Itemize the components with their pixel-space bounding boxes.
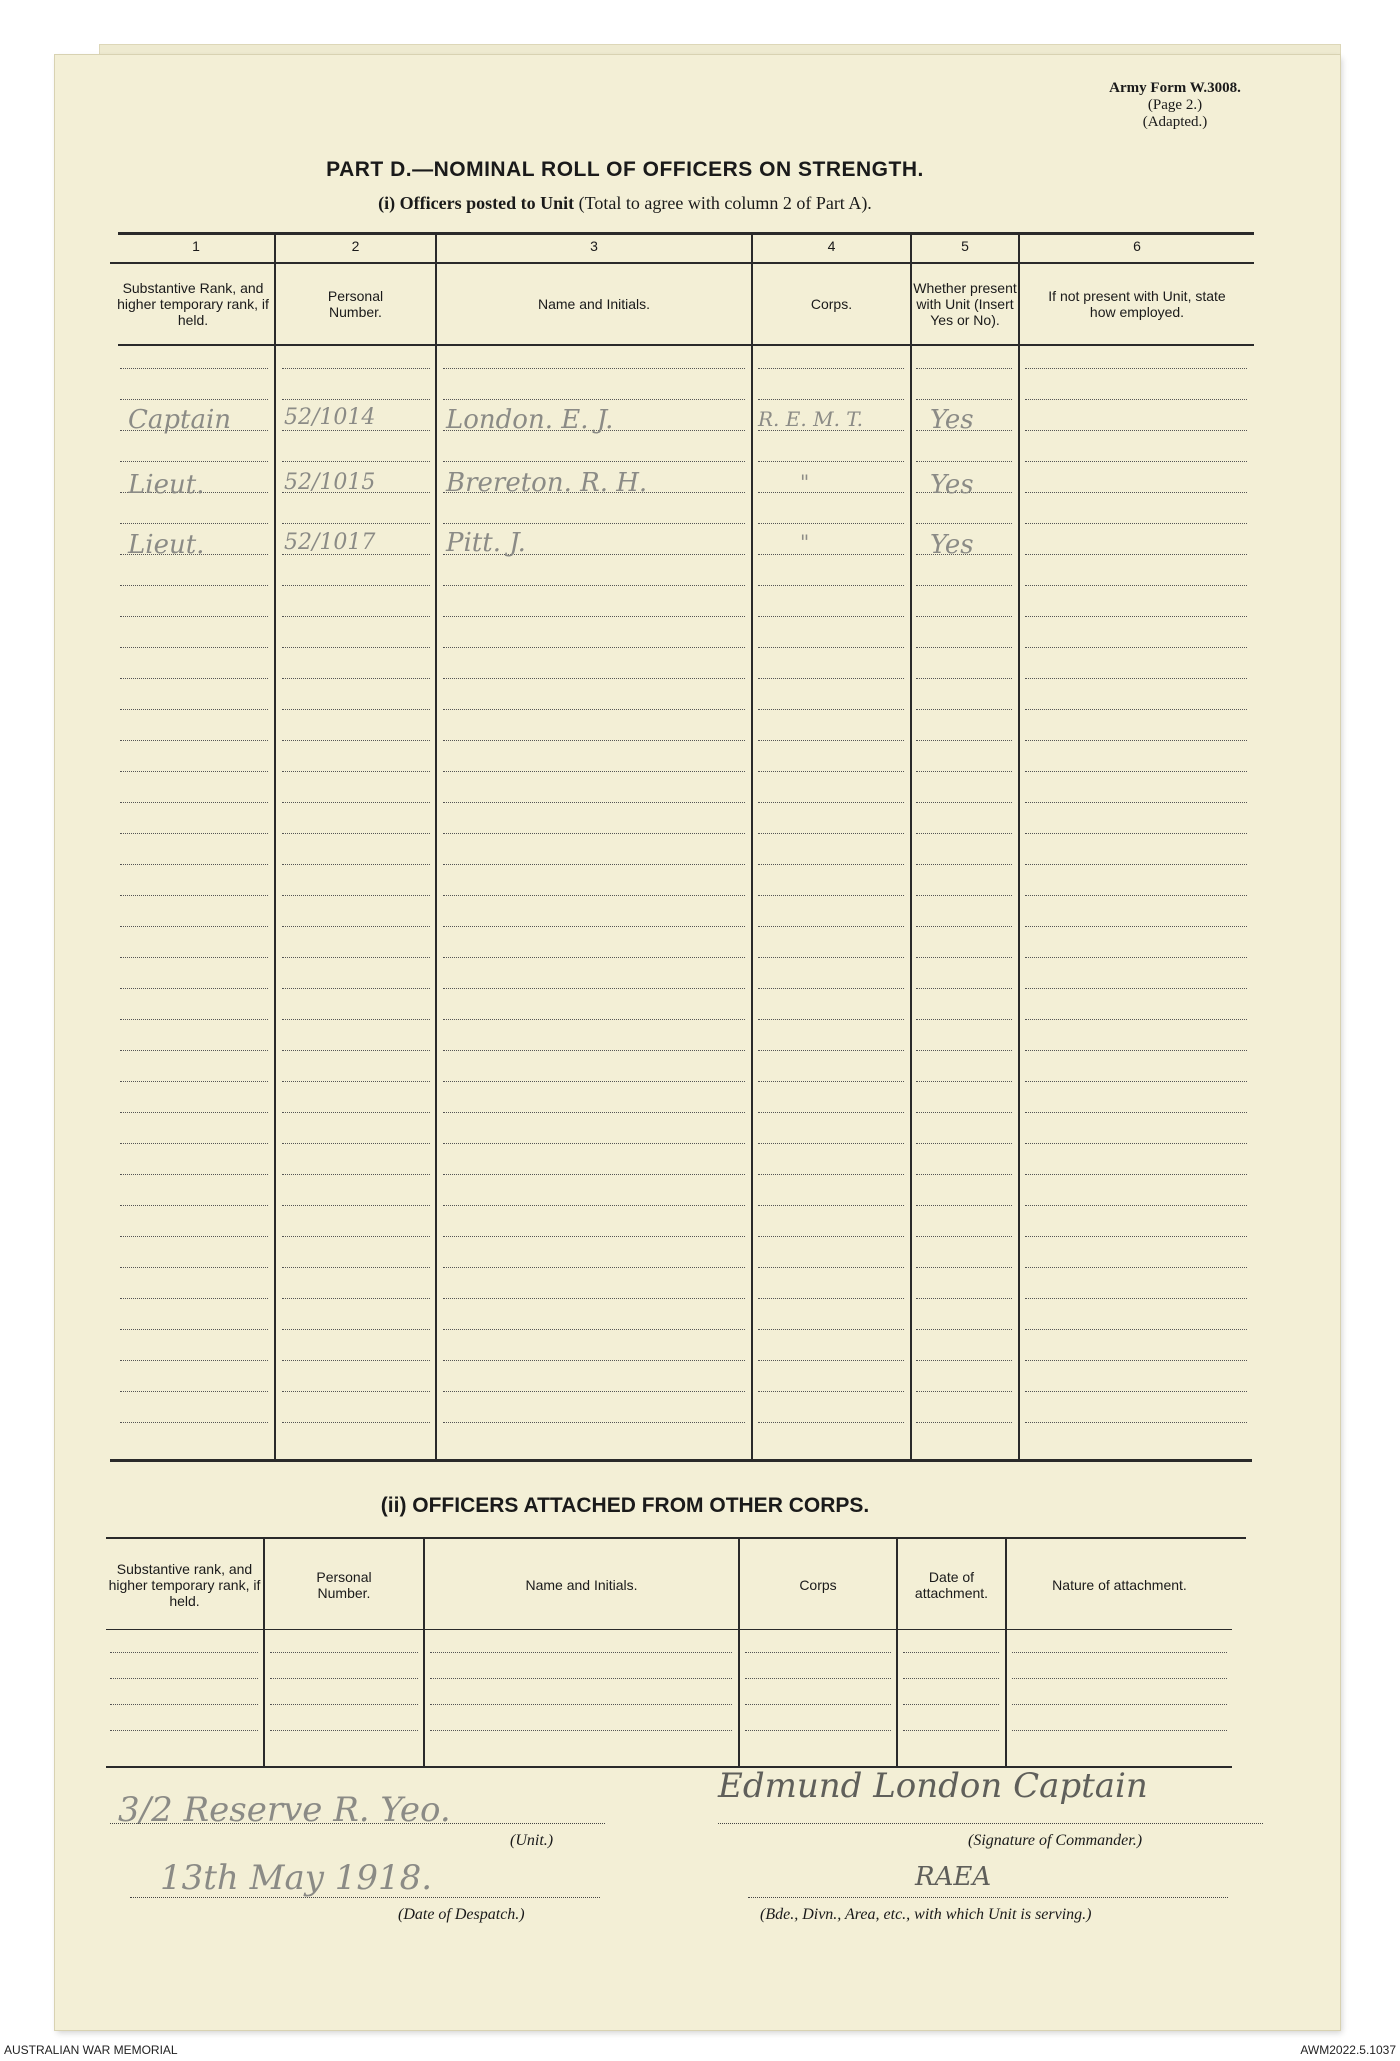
ruled-line (282, 1298, 430, 1299)
entry-corps: " (800, 470, 810, 494)
entry-rank: Lieut. (128, 530, 205, 560)
unit-line (110, 1823, 605, 1824)
ruled-line (282, 1050, 430, 1051)
header-present: Whether present with Unit (Insert Yes or No). (913, 280, 1017, 328)
formation-line (748, 1897, 1228, 1898)
ruled-line (270, 1730, 418, 1731)
ruled-line (1025, 895, 1247, 896)
ruled-line (1025, 957, 1247, 958)
ruled-line (443, 895, 745, 896)
ruled-line (120, 709, 268, 710)
ruled-line (282, 802, 430, 803)
part-ii-title: (ii) OFFICERS ATTACHED FROM OTHER CORPS. (380, 1494, 870, 1517)
ruled-line (282, 1360, 430, 1361)
ruled-line (443, 1081, 745, 1082)
ruled-line (758, 1143, 904, 1144)
ruled-line (916, 616, 1012, 617)
ruled-line (110, 1652, 258, 1653)
ruled-line (758, 864, 904, 865)
column-divider (1018, 232, 1020, 1460)
ruled-line (282, 1236, 430, 1237)
ruled-line (282, 926, 430, 927)
entry-present: Yes (930, 470, 974, 500)
form-number: Army Form W.3008. (1109, 80, 1241, 96)
ruled-line (916, 864, 1012, 865)
column-number: 4 (827, 238, 836, 254)
ruled-line (282, 864, 430, 865)
ruled-line (443, 1050, 745, 1051)
ruled-line (916, 523, 1012, 524)
header-corps: Corps (799, 1577, 837, 1593)
ruled-line (1025, 585, 1247, 586)
ruled-line (282, 585, 430, 586)
ruled-line (430, 1652, 732, 1653)
ruled-line (282, 709, 430, 710)
ruled-line (443, 523, 745, 524)
ruled-line (443, 647, 745, 648)
unit-value: 3/2 Reserve R. Yeo. (118, 1790, 451, 1830)
ruled-line (120, 1267, 268, 1268)
ruled-line (758, 957, 904, 958)
ruled-line (443, 926, 745, 927)
form-adapted-note: (Adapted.) (1142, 114, 1208, 130)
formation-value: RAEA (915, 1862, 992, 1892)
ruled-line (443, 864, 745, 865)
ruled-line (282, 740, 430, 741)
ruled-line (1025, 461, 1247, 462)
entry-number: 52/1015 (284, 470, 376, 495)
ruled-line (120, 802, 268, 803)
ruled-line (120, 988, 268, 989)
ruled-line (1025, 399, 1247, 400)
entry-name: London. E. J. (446, 405, 614, 435)
ruled-line (916, 740, 1012, 741)
ruled-line (282, 1143, 430, 1144)
ruled-line (120, 926, 268, 927)
ruled-line (1025, 771, 1247, 772)
entry-number: 52/1014 (284, 405, 376, 430)
ruled-line (916, 988, 1012, 989)
ruled-line (1025, 647, 1247, 648)
ruled-line (120, 1019, 268, 1020)
ruled-line (758, 585, 904, 586)
ruled-line (916, 1112, 1012, 1113)
archive-institution: AUSTRALIAN WAR MEMORIAL (4, 2043, 178, 2057)
ruled-line (282, 1081, 430, 1082)
ruled-line (758, 988, 904, 989)
entry-present: Yes (930, 530, 974, 560)
ruled-line (758, 616, 904, 617)
ruled-line (916, 1329, 1012, 1330)
ruled-line (758, 523, 904, 524)
ruled-line (1025, 1019, 1247, 1020)
ruled-line (1025, 678, 1247, 679)
ruled-line (758, 709, 904, 710)
ruled-line (282, 1329, 430, 1330)
ruled-line (282, 616, 430, 617)
ruled-line (758, 1112, 904, 1113)
ruled-line (758, 399, 904, 400)
ruled-line (916, 1391, 1012, 1392)
ruled-line (443, 1329, 745, 1330)
ruled-line (758, 1360, 904, 1361)
ruled-line (745, 1678, 891, 1679)
ruled-line (120, 1174, 268, 1175)
ruled-line (1025, 802, 1247, 803)
ruled-line (916, 771, 1012, 772)
ruled-line (443, 709, 745, 710)
ruled-line (1025, 430, 1247, 431)
ruled-line (758, 1174, 904, 1175)
ruled-line (916, 1174, 1012, 1175)
ruled-line (120, 399, 268, 400)
ruled-line (443, 740, 745, 741)
ruled-line (282, 523, 430, 524)
column-number: 6 (1133, 238, 1141, 254)
entry-rank: Lieut. (128, 470, 205, 500)
ruled-line (120, 833, 268, 834)
ruled-line (120, 1081, 268, 1082)
ruled-line (758, 678, 904, 679)
ruled-line (120, 1391, 268, 1392)
ruled-line (443, 771, 745, 772)
ruled-line (443, 585, 745, 586)
entry-name: Pitt. J. (446, 528, 526, 558)
ruled-line (1025, 523, 1247, 524)
entry-number: 52/1017 (284, 530, 376, 555)
ruled-line (120, 1143, 268, 1144)
ruled-line (443, 1360, 745, 1361)
ruled-line (758, 1081, 904, 1082)
ruled-line (916, 1298, 1012, 1299)
ruled-line (443, 1205, 745, 1206)
ruled-line (916, 1422, 1012, 1423)
ruled-line (1025, 1329, 1247, 1330)
ruled-line (443, 1236, 745, 1237)
ruled-line (758, 1329, 904, 1330)
ruled-line (120, 1360, 268, 1361)
part-d-subtitle-bold: (i) Officers posted to Unit (378, 193, 575, 213)
column-number: 2 (351, 238, 360, 254)
ruled-line (758, 1205, 904, 1206)
ruled-line (916, 399, 1012, 400)
ruled-line (916, 1267, 1012, 1268)
entry-present: Yes (930, 405, 974, 435)
ruled-line (758, 1391, 904, 1392)
ruled-line (745, 1652, 891, 1653)
ruled-line (443, 957, 745, 958)
ruled-line (903, 1704, 999, 1705)
ruled-line (1025, 1360, 1247, 1361)
ruled-line (443, 988, 745, 989)
ruled-line (758, 1298, 904, 1299)
ruled-line (282, 1267, 430, 1268)
form-page-number: (Page 2.) (1147, 97, 1203, 113)
ruled-line (443, 833, 745, 834)
ruled-line (1025, 740, 1247, 741)
header-nature-attachment: Nature of attachment. (1052, 1577, 1187, 1593)
ruled-line (758, 554, 904, 555)
entry-corps: R. E. M. T. (758, 407, 864, 431)
ruled-line (270, 1652, 418, 1653)
ruled-line (282, 771, 430, 772)
ruled-line (1025, 368, 1247, 369)
header-bottom-rule (118, 344, 1254, 346)
ruled-line (430, 1704, 732, 1705)
ruled-line (758, 771, 904, 772)
ruled-line (282, 368, 430, 369)
entry-corps: " (800, 530, 810, 554)
ruled-line (1025, 1174, 1247, 1175)
ruled-line (758, 461, 904, 462)
ruled-line (1025, 492, 1247, 493)
ruled-line (443, 1422, 745, 1423)
ruled-line (1025, 1422, 1247, 1423)
ruled-line (282, 430, 430, 431)
ruled-line (758, 1267, 904, 1268)
ruled-line (443, 802, 745, 803)
ruled-line (270, 1704, 418, 1705)
ruled-line (430, 1678, 732, 1679)
ruled-line (1012, 1678, 1227, 1679)
header-employment: If not present with Unit, state how employed. (1048, 288, 1226, 320)
header-corps: Corps. (810, 296, 853, 312)
ruled-line (110, 1704, 258, 1705)
ruled-line (758, 492, 904, 493)
ruled-line (758, 1422, 904, 1423)
ruled-line (120, 740, 268, 741)
column-number: 3 (590, 238, 598, 254)
ruled-line (745, 1704, 891, 1705)
ruled-line (1025, 554, 1247, 555)
part-d-subtitle-rest: (Total to agree with column 2 of Part A). (574, 193, 872, 213)
signature-line (718, 1823, 1263, 1824)
ruled-line (758, 833, 904, 834)
ruled-line (903, 1652, 999, 1653)
ruled-line (282, 833, 430, 834)
ruled-line (443, 399, 745, 400)
ruled-line (916, 1205, 1012, 1206)
ruled-line (916, 802, 1012, 803)
ruled-line (282, 1422, 430, 1423)
signature-label: (Signature of Commander.) (968, 1832, 1143, 1849)
ruled-line (120, 957, 268, 958)
ruled-line (916, 1236, 1012, 1237)
ruled-line (758, 802, 904, 803)
ruled-line (916, 957, 1012, 958)
ruled-line (758, 1050, 904, 1051)
ruled-line (282, 461, 430, 462)
ruled-line (443, 1112, 745, 1113)
ruled-line (916, 1143, 1012, 1144)
ruled-line (120, 616, 268, 617)
ruled-line (1025, 833, 1247, 834)
ruled-line (916, 1050, 1012, 1051)
ruled-line (120, 895, 268, 896)
formation-label: (Bde., Divn., Area, etc., with which Unit is serving.) (760, 1906, 1092, 1923)
ruled-line (903, 1730, 999, 1731)
ruled-line (916, 833, 1012, 834)
ruled-line (120, 1050, 268, 1051)
ruled-line (110, 1678, 258, 1679)
ruled-line (443, 461, 745, 462)
header-name-initials: Name and Initials. (537, 296, 651, 312)
form-number-block (1070, 80, 1280, 131)
column-divider (435, 232, 437, 1460)
header-name-initials: Name and Initials. (525, 1577, 638, 1593)
ruled-line (443, 1174, 745, 1175)
archive-accession: AWM2022.5.1037 (1300, 2043, 1396, 2057)
ruled-line (282, 399, 430, 400)
column-divider (751, 232, 753, 1460)
ruled-line (916, 461, 1012, 462)
ruled-line (120, 1112, 268, 1113)
ruled-line (1025, 1112, 1247, 1113)
ruled-line (443, 1298, 745, 1299)
ruled-line (443, 1143, 745, 1144)
part-d-title: PART D.—NOMINAL ROLL OF OFFICERS ON STRENGTH. (326, 158, 924, 181)
form-page (55, 55, 1340, 2030)
ruled-line (282, 1174, 430, 1175)
ruled-line (282, 1205, 430, 1206)
ruled-line (282, 1019, 430, 1020)
ruled-line (916, 678, 1012, 679)
ruled-line (758, 647, 904, 648)
ruled-line (1012, 1704, 1227, 1705)
column-number: 1 (192, 238, 200, 254)
ruled-line (758, 926, 904, 927)
header-rank: Substantive Rank, and higher temporary rank, if held. (117, 280, 269, 328)
ruled-line (1025, 616, 1247, 617)
entry-rank: Captain (128, 405, 232, 435)
ruled-line (120, 1329, 268, 1330)
ruled-line (1025, 864, 1247, 865)
ruled-line (120, 647, 268, 648)
part-d-subtitle (120, 193, 1130, 214)
ruled-line (758, 895, 904, 896)
ruled-line (282, 988, 430, 989)
ruled-line (282, 647, 430, 648)
ruled-line (120, 523, 268, 524)
ruled-line (1025, 709, 1247, 710)
ruled-line (916, 709, 1012, 710)
ruled-line (916, 1081, 1012, 1082)
ruled-line (282, 1112, 430, 1113)
ruled-line (1025, 1391, 1247, 1392)
ruled-line (916, 368, 1012, 369)
ruled-line (120, 771, 268, 772)
ruled-line (758, 1019, 904, 1020)
ruled-line (120, 1205, 268, 1206)
header-personal-number: Personal Number. (327, 288, 384, 320)
ruled-line (758, 368, 904, 369)
ruled-line (120, 1236, 268, 1237)
ruled-line (120, 1298, 268, 1299)
ruled-line (282, 678, 430, 679)
ruled-line (120, 461, 268, 462)
ruled-line (1012, 1730, 1227, 1731)
header-date-attachment: Date of attachment. (914, 1569, 989, 1601)
ruled-line (916, 585, 1012, 586)
date-line (130, 1897, 600, 1898)
ruled-line (430, 1730, 732, 1731)
ruled-line (916, 1360, 1012, 1361)
ruled-line (443, 1391, 745, 1392)
table-top-rule (118, 232, 1254, 235)
ruled-line (443, 616, 745, 617)
ruled-line (120, 368, 268, 369)
ruled-line (1025, 1267, 1247, 1268)
ruled-line (916, 895, 1012, 896)
ruled-line (120, 1422, 268, 1423)
ruled-line (270, 1678, 418, 1679)
ruled-line (282, 895, 430, 896)
ruled-line (903, 1678, 999, 1679)
ruled-line (1025, 988, 1247, 989)
date-value: 13th May 1918. (160, 1858, 433, 1898)
header-bottom-rule (106, 1629, 1232, 1630)
ruled-line (120, 585, 268, 586)
ruled-line (120, 864, 268, 865)
ruled-line (443, 368, 745, 369)
unit-label: (Unit.) (510, 1832, 554, 1849)
ruled-line (282, 1391, 430, 1392)
signature-value: Edmund London Captain (718, 1766, 1148, 1806)
ruled-line (120, 678, 268, 679)
ruled-line (1025, 926, 1247, 927)
ruled-line (916, 1019, 1012, 1020)
date-label: (Date of Despatch.) (398, 1906, 525, 1923)
ruled-line (1025, 1081, 1247, 1082)
ruled-line (1025, 1298, 1247, 1299)
header-personal-number: Personal Number. (316, 1569, 372, 1601)
ruled-line (110, 1730, 258, 1731)
ruled-line (745, 1730, 891, 1731)
ruled-line (1025, 1050, 1247, 1051)
column-divider (274, 232, 276, 1460)
ruled-line (758, 1236, 904, 1237)
ruled-line (1025, 1143, 1247, 1144)
entry-name: Brereton. R. H. (446, 468, 648, 498)
header-rank: Substantive rank, and higher temporary rank, if held. (108, 1561, 261, 1609)
ruled-line (282, 957, 430, 958)
ruled-line (916, 647, 1012, 648)
table-bottom-rule (110, 1459, 1252, 1462)
ruled-line (443, 678, 745, 679)
table-top-rule (106, 1537, 1246, 1539)
ruled-line (443, 1019, 745, 1020)
column-divider (910, 232, 912, 1460)
ruled-line (1012, 1652, 1227, 1653)
column-number: 5 (961, 238, 969, 254)
ruled-line (916, 926, 1012, 927)
ruled-line (1025, 1205, 1247, 1206)
ruled-line (1025, 1236, 1247, 1237)
ruled-line (758, 740, 904, 741)
ruled-line (443, 1267, 745, 1268)
